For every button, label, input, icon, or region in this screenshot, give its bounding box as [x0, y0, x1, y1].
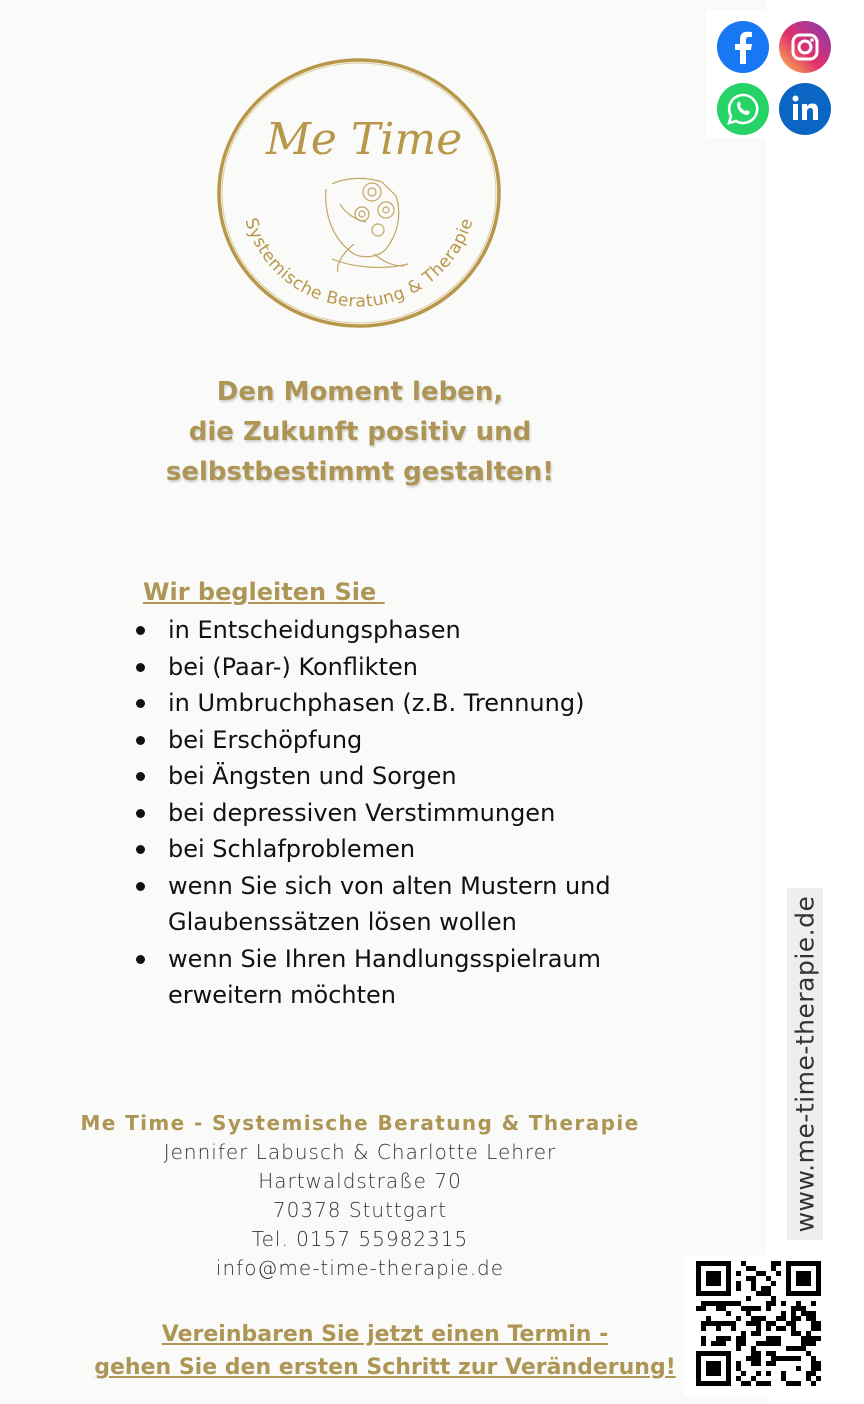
- tagline: [100, 372, 620, 492]
- me-time-logo: [214, 54, 504, 334]
- list-item: bei Schlafproblemen: [130, 831, 670, 868]
- tagline-line: Den Moment leben,: [216, 377, 504, 407]
- services-list: [130, 612, 670, 1014]
- social-icons: [706, 10, 836, 138]
- qr-code: [684, 1255, 834, 1397]
- website-link[interactable]: www.me-time-therapie.de: [790, 895, 820, 1233]
- flower-illustration-icon: [326, 178, 408, 272]
- cta-line[interactable]: Vereinbaren Sie jetzt einen Termin -: [161, 1322, 609, 1347]
- list-item: bei depressiven Verstimmungen: [130, 795, 670, 832]
- tagline-line: die Zukunft positiv und: [188, 417, 532, 447]
- qr-code-icon: [684, 1255, 834, 1397]
- list-item: bei (Paar-) Konflikten: [130, 649, 670, 686]
- list-item: bei Erschöpfung: [130, 722, 670, 759]
- services-heading: Wir begleiten Sie: [143, 578, 385, 606]
- cta-line[interactable]: gehen Sie den ersten Schritt zur Veränderung!: [94, 1355, 676, 1380]
- svg-text:Systemische Beratung & Therapi: [240, 216, 477, 312]
- website-strip: [787, 888, 823, 1240]
- call-to-action[interactable]: [80, 1318, 690, 1384]
- address-block: [60, 1108, 660, 1283]
- logo-script: Me Time: [265, 114, 463, 165]
- street: Hartwaldstraße 70: [258, 1169, 462, 1193]
- instagram-icon[interactable]: [778, 20, 832, 74]
- logo-ring: [219, 60, 499, 326]
- company-name: Me Time - Systemische Beratung & Therapie: [80, 1111, 640, 1135]
- city: 70378 Stuttgart: [272, 1198, 448, 1222]
- contact-names: Jennifer Labusch & Charlotte Lehrer: [163, 1140, 557, 1164]
- list-item: bei Ängsten und Sorgen: [130, 758, 670, 795]
- tagline-line: selbstbestimmt gestalten!: [165, 457, 555, 487]
- list-item: wenn Sie Ihren Handlungsspielraum erweitern möchten: [130, 941, 670, 1014]
- logo-arc-text: Systemische Beratung & Therapie: [240, 215, 478, 312]
- list-item: wenn Sie sich von alten Mustern und Glaubenssätzen lösen wollen: [130, 868, 670, 941]
- facebook-icon[interactable]: [716, 20, 770, 74]
- list-item: in Entscheidungsphasen: [130, 612, 670, 649]
- whatsapp-icon[interactable]: [716, 82, 770, 136]
- phone: Tel. 0157 55982315: [251, 1227, 469, 1251]
- email-link[interactable]: info@me-time-therapie.de: [215, 1256, 505, 1280]
- list-item: in Umbruchphasen (z.B. Trennung): [130, 685, 670, 722]
- linkedin-icon[interactable]: [778, 82, 832, 136]
